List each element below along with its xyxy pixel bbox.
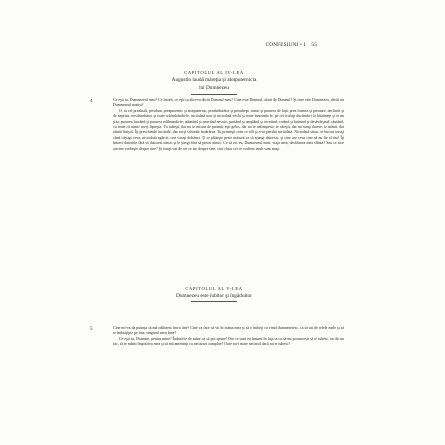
chapter-5-paragraph-2: Ce eşti tu, Doamne, pentru mine? Îndură-te de mine ca să pot spune! Dar ce sunt eu însumi în faţa ta ca să-mi poruncești să te iubesc, iar de nu fac, să te mânii împotriva mea şi să mă ameninţi cu necazuri cumplite? Oare nu-i mare necazul dacă nu te iubesc?: [113, 336, 344, 347]
chapter-4-label: CAPITOLUL AL IV-LEA: [184, 70, 244, 75]
chapter-5-heading: [98, 286, 330, 302]
chapter-4-title-line-2: lui Dumnezeu: [199, 85, 229, 92]
page-number: 55: [311, 42, 317, 48]
section-number-4: 4: [90, 99, 93, 104]
section-number-5: 5: [90, 327, 93, 332]
chapter-5-label: CAPITOLUL AL V-LEA: [185, 286, 243, 291]
chapter-4-heading: [98, 70, 330, 95]
chapter-4-paragraph-1: Ce eşti tu, Dumnezeul meu? Ce întreb, ce eşti tu altceva decât Domnul meu? Cine este Domnul, afară de Domnul? Şi cine este Dumnezeu, decât nu Dumnezeul nostru?: [113, 98, 344, 108]
chapter-5-title-rule: [191, 301, 237, 302]
chapter-5-title: Dumnezeu este iubitor şi îngăduitor: [176, 293, 252, 299]
chapter-4-paragraph-2: O, tu cel preaînalt, preabun, preaputernic şi atotputernic, preaîndurător şi preadrept, tainic şi pururea de faţă, prea frumos şi preatare, neclintit şi de neprins, neschimbător şi toate schimbându-le, niciodată nou şi niciodată vechi şi toate înnoindu-le; pe cei trufaşi ducându-i la bătrâneţe şi ei nu ştiu; pururea lucrând şi pururea odihnindu-te; adunând şi neavând nevoie; purtând şi umplând şi ocrotind; creând şi hrănind şi desăvârşind; căutând, cu toate că nimic nu-ţi lipseşte. Tu iubeşti, dar nu te mistui de patimă; eşti gelos, dar nu te neliniştesti; te căieşti, dar nu simţi durere; te mânii, dar rămâi liniştit. Îţi preschimbi lucrările, dar nu-ţi schimbi hotărârea. Tu primeşti ceea ce afli şi n-ai pierdut niciodată. Niciodată sărac, te bucuri totuşi când câştigi ceva; niciodată zgârcit, ceri totuşi dobânzi. Ţi se plăteşte peste măsură ca să ajungi datornic, şi cine are ceva care să nu fie al tău? Îţi întorci datoriile fără să datorezi nimic şi le ştergi fără să pierzi nimic. Ce să zic eu, Dumnezeul meu, viaţa mea, desfătarea mea sfântă? Sau ce zice oricine vorbeşte despre tine? Şi totuşi vai de cei ce tac despre tine, căci chiar cei ce vorbesc mult sunt muţi.: [113, 108, 344, 151]
running-head-title: CONFESIUNI • I: [265, 42, 306, 48]
chapter-4-body: [113, 98, 344, 152]
chapter-5-body: [113, 326, 344, 348]
chapter-4-title-rule: [191, 94, 237, 95]
chapter-5-paragraph-1: Cine mi-va da putinţa să mă odihnesc întru tine? Cine va face să vii în inima mea şi să o îmbeţi cu vinul dumnezeiesc, ca să uit de relele mele şi să te îmbrăţişez pe tine, singurul meu bine?: [113, 326, 344, 336]
running-head: [266, 42, 317, 48]
chapter-4-title-line-1: Augustin laudă măreţia şi atotputernicia: [171, 77, 257, 83]
